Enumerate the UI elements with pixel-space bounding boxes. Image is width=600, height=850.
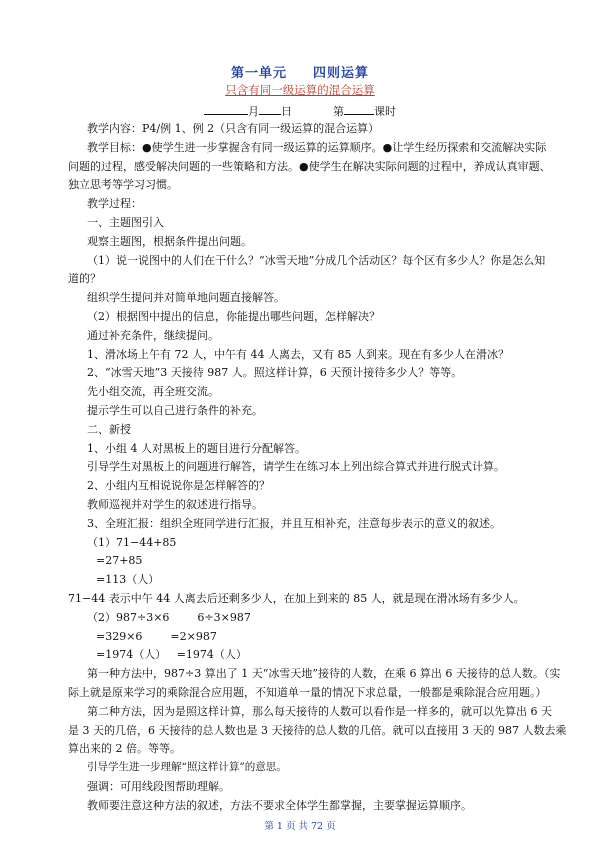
day-blank bbox=[259, 103, 281, 115]
body-line: 道的？ bbox=[68, 272, 101, 285]
body-line: 第二种方法，因为是照这样计算，那么每天接待的人数可以看作是一样多的，就可以先算出 6 天 bbox=[87, 705, 552, 718]
body-line: 组织学生提问并对简单地问题直接解答。 bbox=[87, 291, 285, 304]
body-line: 是 3 天的几倍，6 天接待的总人数也是 3 天接待的总人数的几倍。就可以直接用 3 天的 987 人数去乘 bbox=[68, 724, 567, 737]
body-line: 先小组交流，再全班交流。 bbox=[87, 385, 219, 398]
body-line: 教学过程： bbox=[87, 197, 142, 210]
calc-line: =1974（人） =1974（人） bbox=[96, 648, 247, 661]
body-line: 观察主题图，根据条件提出问题。 bbox=[87, 235, 252, 248]
body-line: 教师巡视并对学生的叙述进行指导。 bbox=[87, 498, 263, 511]
body-line: 引导学生进一步理解“照这样计算”的意思。 bbox=[87, 761, 287, 773]
lesson-prefix: 第 bbox=[333, 105, 344, 118]
page-footer: 第 1 页 共 72 页 bbox=[264, 821, 336, 832]
body-line: 问题的过程，感受解决问题的一些策略和方法。●使学生在解决实际问题的过程中，养成认真审题、 bbox=[68, 160, 551, 173]
body-line: 1、滑冰场上午有 72 人，中午有 44 人离去，又有 85 人到来。现在有多少人在滑冰？ bbox=[87, 348, 509, 361]
body-line: （2）根据图中提出的信息，你能提出哪些问题，怎样解决？ bbox=[87, 310, 380, 323]
lesson-blank bbox=[344, 103, 374, 115]
body-line: 71−44 表示中午 44 人离去后还剩多少人，在加上到来的 85 人，就是现在滑冰场有多少人。 bbox=[68, 592, 525, 605]
lesson-suffix: 课时 bbox=[374, 105, 396, 118]
body-line: 通过补充条件，继续提问。 bbox=[87, 329, 219, 342]
body-line: 强调：可用线段图帮助理解。 bbox=[87, 780, 230, 793]
body-line: 2、“冰雪天地”3 天接待 987 人。照这样计算，6 天预计接待多少人？等等。 bbox=[87, 366, 463, 379]
calc-line: =329×6 =2×987 bbox=[96, 630, 217, 643]
calc-line: （1）71−44+85 bbox=[87, 536, 177, 549]
body-line: 教学目标：●使学生进一步掌握含有同一级运算的运算顺序。●让学生经历探索和交流解决实际 bbox=[87, 141, 547, 154]
calc-line: =27+85 bbox=[96, 554, 143, 567]
calc-line: =113（人） bbox=[96, 573, 160, 586]
unit-label: 第一单元 bbox=[230, 66, 287, 81]
topic-label: 四则运算 bbox=[313, 66, 370, 81]
body-line: 独立思考等学习习惯。 bbox=[68, 178, 178, 191]
body-line: （1）说一说图中的人们在干什么？“冰雪天地”分成几个活动区？每个区有多少人？你是怎么知 bbox=[87, 254, 546, 267]
calc-line: （2）987÷3×6 6÷3×987 bbox=[87, 611, 251, 624]
body-line: 第一种方法中，987÷3 算出了 1 天“冰雪天地”接待的人数，在乘 6 算出 6 天接待的总人数。（实 bbox=[87, 667, 561, 680]
subtitle-text: 只含有同一级运算的混合运算 bbox=[225, 83, 375, 97]
body-line: 1、小组 4 人对黑板上的题目进行分配解答。 bbox=[87, 442, 306, 455]
body-line: 算出来的 2 倍。等等。 bbox=[68, 742, 181, 755]
lesson-subtitle bbox=[0, 82, 600, 98]
month-blank bbox=[204, 103, 248, 115]
body-line: 3、全班汇报：组织全班同学进行汇报，并且互相补充，注意每步表示的意义的叙述。 bbox=[87, 517, 501, 530]
body-line: 提示学生可以自己进行条件的补充。 bbox=[87, 404, 263, 417]
month-label: 月 bbox=[248, 105, 259, 118]
date-line bbox=[0, 103, 600, 119]
section-heading: 二、新授 bbox=[87, 423, 131, 436]
day-label: 日 bbox=[281, 105, 292, 118]
body-line: 引导学生对黑板上的问题进行解答，请学生在练习本上列出综合算式并进行脱式计算。 bbox=[87, 460, 505, 473]
body-line: 际上就是原来学习的乘除混合应用题，不知道单一量的情况下求总量，一般都是乘除混合应用题。） bbox=[68, 686, 547, 699]
body-line: 2、小组内互相说说你是怎样解答的？ bbox=[87, 479, 270, 492]
section-heading: 一、主题图引入 bbox=[87, 216, 164, 229]
body-line: 教师要注意这种方法的叙述，方法不要求全体学生都掌握，主要掌握运算顺序。 bbox=[87, 799, 472, 812]
page-title bbox=[0, 62, 600, 81]
body-line: 教学内容：P4/例 1、例 2（只含有同一级运算的混合运算） bbox=[87, 122, 380, 135]
